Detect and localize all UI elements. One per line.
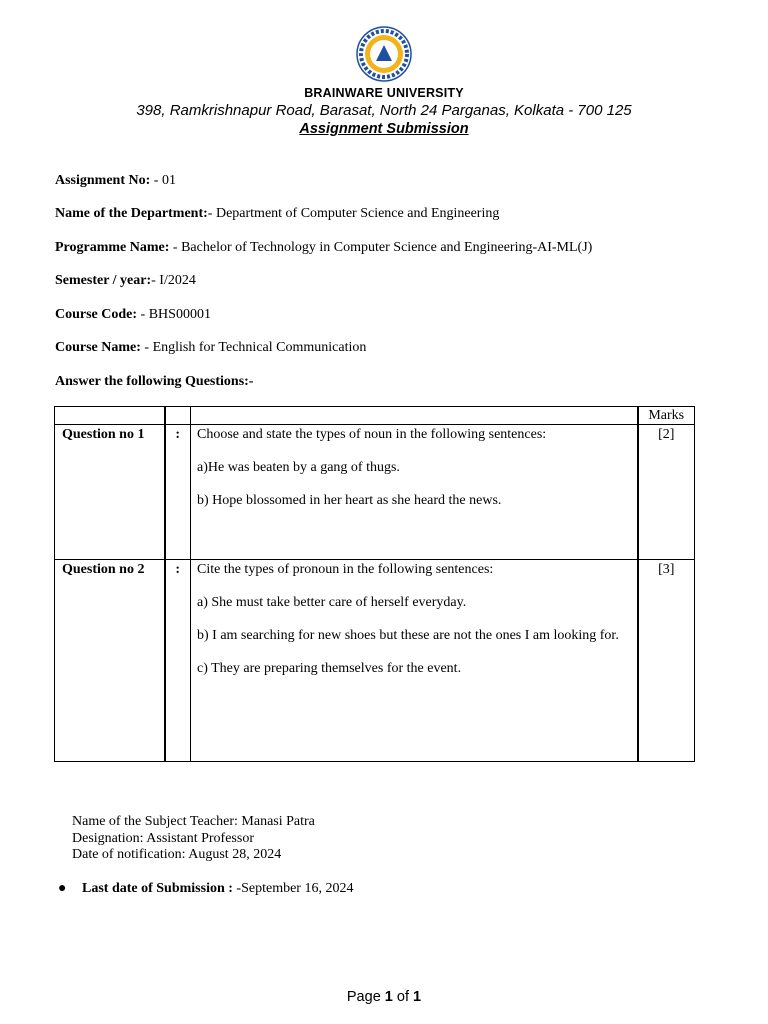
document-title: Assignment Submission: [299, 121, 469, 137]
course-name-value: - English for Technical Communication: [140, 340, 367, 355]
semester-label: Semester / year:: [55, 273, 152, 288]
question-item: a)He was beaten by a gang of thugs.: [197, 460, 400, 475]
table-row: [55, 425, 695, 560]
question-item: a) She must take better care of herself everyday.: [197, 595, 467, 610]
department-line: [55, 206, 499, 222]
answer-heading-line: [55, 374, 253, 390]
course-code-value: - BHS00001: [137, 307, 211, 322]
assignment-number-value: - 01: [150, 173, 176, 188]
question-prompt: Choose and state the types of noun in the following sentences:: [197, 427, 547, 442]
question-item: b) I am searching for new shoes but these are not the ones I am looking for.: [197, 628, 619, 643]
page-of-word: of: [392, 989, 414, 1005]
notification-date: Date of notification: August 28, 2024: [72, 847, 282, 862]
question-label: Question no 2: [55, 560, 165, 762]
programme-line: [55, 240, 592, 256]
header-cell-empty: [191, 407, 638, 425]
submission-deadline: [58, 881, 353, 897]
header-cell-empty: [165, 407, 191, 425]
course-code-label: Course Code:: [55, 307, 138, 322]
question-marks: [2]: [638, 425, 695, 560]
question-marks: [3]: [638, 560, 695, 762]
course-name-line: [55, 340, 366, 356]
page-current: 1: [384, 989, 393, 1005]
question-label: Question no 1: [55, 425, 165, 560]
page-word: Page: [346, 989, 385, 1005]
course-code-line: [55, 307, 211, 323]
university-name: BRAINWARE UNIVERSITY: [304, 86, 464, 100]
question-text: [191, 425, 638, 560]
teacher-info: [72, 814, 315, 864]
question-colon: :: [165, 560, 191, 762]
question-item: b) Hope blossomed in her heart as she heard the news.: [197, 493, 502, 508]
semester-line: [55, 273, 196, 289]
programme-value: - Bachelor of Technology in Computer Science and Engineering-AI-ML(J): [169, 240, 593, 255]
table-row: [55, 560, 695, 762]
course-name-label: Course Name:: [55, 340, 141, 355]
table-header-row: [55, 407, 695, 425]
header-cell-empty: [55, 407, 165, 425]
teacher-designation: Designation: Assistant Professor: [72, 830, 254, 846]
question-item: c) They are preparing themselves for the event.: [197, 661, 462, 676]
department-value: - Department of Computer Science and Engineering: [207, 206, 500, 221]
programme-label: Programme Name:: [55, 240, 170, 255]
question-text: [191, 560, 638, 762]
assignment-number-label: Assignment No:: [55, 173, 151, 188]
university-address: 398, Ramkrishnapur Road, Barasat, North 24 Parganas, Kolkata - 700 125: [136, 102, 632, 119]
question-prompt: Cite the types of pronoun in the following sentences:: [197, 562, 494, 577]
questions-table: [54, 406, 695, 762]
submission-label: Last date of Submission :: [82, 881, 233, 896]
teacher-name: Name of the Subject Teacher: Manasi Patra: [72, 814, 315, 829]
marks-header: Marks: [638, 407, 695, 425]
page-footer: [0, 989, 768, 1005]
bullet-icon: ●: [58, 881, 67, 896]
assignment-number-line: [55, 173, 176, 189]
submission-date: -September 16, 2024: [232, 881, 354, 896]
question-colon: :: [165, 425, 191, 560]
answer-heading: Answer the following Questions:-: [55, 374, 254, 389]
semester-value: - I/2024: [151, 273, 196, 288]
department-label: Name of the Department:: [55, 206, 208, 221]
university-logo: [355, 25, 413, 83]
page-total: 1: [413, 989, 422, 1005]
